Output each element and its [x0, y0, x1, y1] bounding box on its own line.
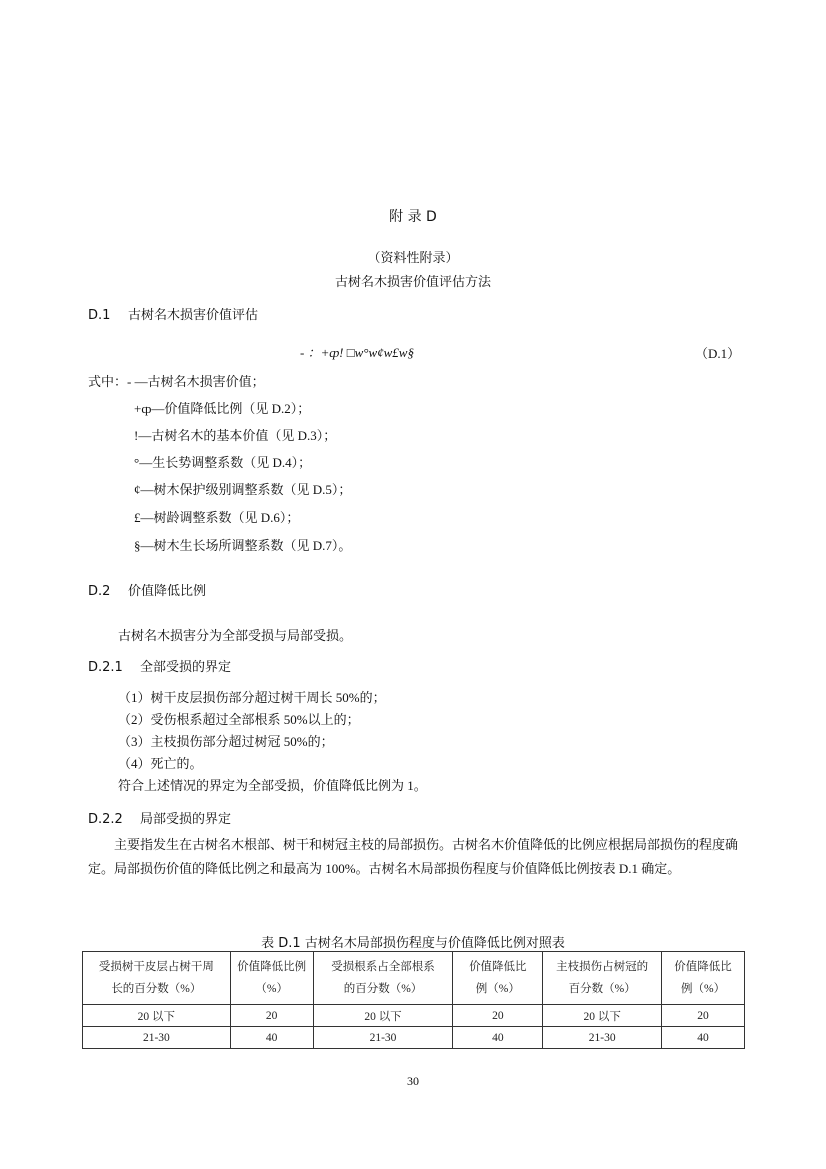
definition-item: £—树龄调整系数（见 D.6）； [134, 510, 300, 525]
table-caption: 表 D.1 古树名木局部损伤程度与价值降低比例对照表 [261, 936, 565, 951]
table-cell: 21-30 [83, 1027, 231, 1049]
table-cell: 20 以下 [543, 1005, 662, 1027]
definition-item: ȼ—树木保护级别调整系数（见 D.5）； [134, 482, 352, 497]
formula-intro: 式中：- —古树名木损害价值； [88, 374, 265, 389]
section-d2-text: 古树名木损害分为全部受损与局部受损。 [118, 628, 353, 643]
table-row [83, 1027, 745, 1049]
appendix-subtitle: （资料性附录） [367, 251, 459, 266]
table-header-cell: 受损根系占全部根系 的百分数（%） [313, 952, 453, 1005]
section-title: 价值降低比例 [128, 584, 207, 599]
section-title: 局部受损的界定 [140, 812, 232, 827]
definition-item: !—古树名木的基本价值（见 D.3）； [134, 428, 337, 443]
definition-item: +ȹ—价值降低比例（见 D.2）； [134, 401, 311, 416]
criteria-item: （2）受伤根系超过全部根系 50%以上的； [118, 712, 360, 727]
table-cell: 40 [453, 1027, 543, 1049]
section-number: D.2.2 [88, 812, 123, 827]
appendix-title: 附 录 D [389, 209, 437, 225]
table-header-row [83, 952, 745, 1005]
table-header-cell: 主枝损伤占树冠的 百分数（%） [543, 952, 662, 1005]
definition-item: §—树木生长场所调整系数（见 D.7）。 [134, 538, 352, 553]
table-header-cell: 价值降低比 例（%） [662, 952, 745, 1005]
table-cell: 40 [662, 1027, 745, 1049]
section-d1-heading [88, 304, 258, 323]
criteria-item: （3）主枝损伤部分超过树冠 50%的； [118, 734, 334, 749]
section-number: D.1 [88, 308, 111, 323]
table-header-cell: 价值降低比例 （%） [230, 952, 313, 1005]
section-d22-heading [88, 808, 231, 827]
section-number: D.2.1 [88, 660, 123, 675]
section-d2-heading [88, 580, 206, 599]
table-cell: 20 [662, 1005, 745, 1027]
criteria-item: （4）死亡的。 [118, 756, 203, 771]
criteria-conclusion: 符合上述情况的界定为全部受损，价值降低比例为 1。 [118, 778, 427, 793]
definition-item: °—生长势调整系数（见 D.4）； [134, 455, 312, 470]
section-number: D.2 [88, 584, 111, 599]
page-number: 30 [407, 1074, 419, 1088]
section-title: 全部受损的界定 [140, 660, 232, 675]
table-cell: 20 [453, 1005, 543, 1027]
damage-ratio-table [82, 951, 745, 1049]
table-cell: 21-30 [313, 1027, 453, 1049]
formula-number: （D.1） [695, 346, 741, 361]
criteria-item: （1）树干皮层损伤部分超过树干周长 50%的； [118, 690, 386, 705]
table-cell: 20 [230, 1005, 313, 1027]
formula: - ：+ȹ! □w°wȼw£w§ [300, 345, 414, 360]
table-cell: 21-30 [543, 1027, 662, 1049]
section-d22-text: 主要指发生在古树名木根部、树干和树冠主枝的局部损伤。古树名木价值降低的比例应根据局部损伤的程度确定。局部损伤价值的降低比例之和最高为 100%。古树名木局部损伤程度与价值降低比例按表 D.1 确定。 [88, 837, 739, 876]
appendix-heading: 古树名木损害价值评估方法 [334, 275, 491, 290]
table-row [83, 1005, 745, 1027]
table-cell: 20 以下 [313, 1005, 453, 1027]
section-title: 古树名木损害价值评估 [128, 308, 259, 323]
table-header-cell: 受损树干皮层占树干周 长的百分数（%） [83, 952, 231, 1005]
table-header-cell: 价值降低比 例（%） [453, 952, 543, 1005]
section-d21-heading [88, 656, 231, 675]
table-cell: 40 [230, 1027, 313, 1049]
table-cell: 20 以下 [83, 1005, 231, 1027]
